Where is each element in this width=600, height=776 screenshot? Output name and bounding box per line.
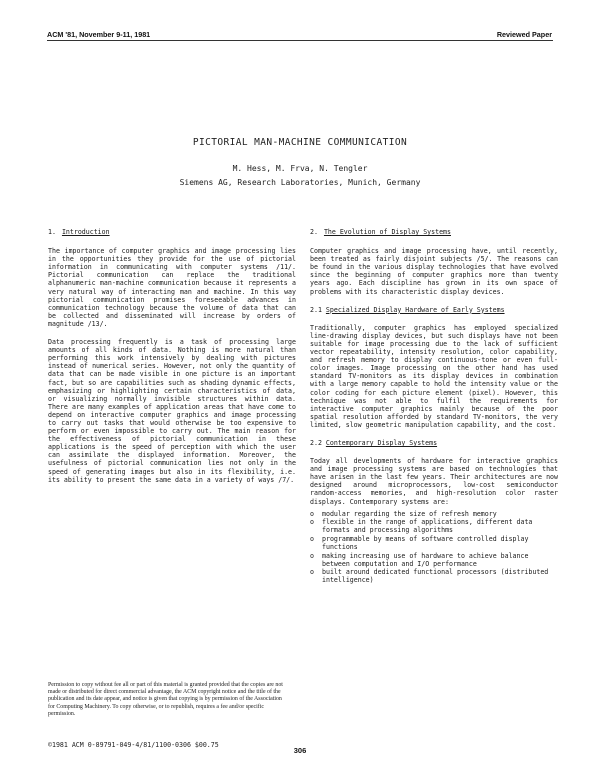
list-item: o programmable by means of software controlled display functions [310,535,558,551]
subsection-heading-2-2 [310,439,558,447]
subsection-title: Contemporary Display Systems [325,438,438,447]
section-heading-evolution [310,228,558,236]
paper-authors: M. Hess, M. Frva, N. Tengler [232,164,368,173]
right-column [310,228,558,585]
paper-title: PICTORIAL MAN-MACHINE COMMUNICATION [192,137,408,148]
system-properties-list [310,510,558,585]
evolution-paragraph: Computer graphics and image processing have, until recently, been treated as fairly disjoint subjects /5/. The reasons can be found in the various display technologies that have evolved since the beginning of computer graphics more than twenty years ago. Each discipline has grown in its own space of problems with its characteristic display devices. [310,247,558,296]
section-heading-introduction [48,228,296,236]
list-item: o built around dedicated functional processors (distributed intelligence) [310,568,558,584]
section-number: 2. [310,228,318,236]
early-systems-paragraph: Traditionally, computer graphics has employed specialized line-drawing display devices, but such displays have not been suitable for image processing due to the lack of sufficient vector repeatability, intensity resolution, color capability, and refresh memory to display continuous-tone or even full-color images. Image processing on the other hand has used standard TV-monitors as its display devices in combination with a large memory capable to hold the intensity value or the color coding for each picture element (pixel). However, this technique was not able to fulfil the requirements for interactive computer graphics mainly because of the poor spatial resolution afforded by standard TV-monitors, the very limited, slow geometric manipulation capability, and the cost. [310,323,558,429]
copyright-notice: Permission to copy without fee all or part of this material is granted provided that the copies are not made or distributed for direct commercial advantage, the ACM copyright notice and the title of the publication and its date appear, and notice is given that copying is by permission of the Association for Computing Machinery. To copy otherwise, or to republish, requires a fee and/or specific permission. [48,682,283,717]
conference-header: ACM '81, November 9-11, 1981 [47,30,151,39]
header-rule [47,40,553,41]
subsection-title: Specialized Display Hardware of Early Systems [325,305,505,314]
intro-paragraph-2: Data processing frequently is a task of processing large amounts of all kinds of data. Nothing is more natural than performing this work intensively by dealing with pictures instead of numerical series. However, not only the quantity of data that can be made visible in one picture is an important fact, but so are capabilities such as shading dynamic effects, emphasizing or highlighting certain characteristics of data, or visualizing normally invisible structures within data. There are many examples of application areas that have come to depend on interactive computer graphics and image processing to carry out tasks that would otherwise be too expensive to perform or even impossible to carry out. The main reason for the effectiveness of pictorial communication in these applications is the speed of perception with which the user can assimilate the displayed information. Moreover, the usefulness of pictorial communication lies not only in the speed of generating images but also in its flexibility, i.e. its ability to present the same data in a variety of ways /7/. [48,338,296,484]
review-status-header: Reviewed Paper [496,30,552,39]
subsection-number: 2.1 [310,305,322,314]
intro-paragraph-1: The importance of computer graphics and image processing lies in the opportunities they provide for the use of pictorial information in communicating with computer systems /11/. Pictorial communication can replace the traditional alphanumeric man-machine communication because it represents a very natural way of interacting man and machine. In this way pictorial communication promises foreseeable advances in communication technology because the volume of data that can be collected and disseminated will increase by orders of magnitude /13/. [48,247,296,328]
left-column [48,228,296,494]
list-item: o making increasing use of hardware to achieve balance between computation and I/O performance [310,552,558,568]
list-item: o flexible in the range of applications, different data formats and processing algorithms [310,518,558,534]
subsection-number: 2.2 [310,438,322,447]
subsection-heading-2-1 [310,306,558,314]
section-title: Introduction [61,228,110,236]
list-item: o modular regarding the size of refresh memory [310,510,558,518]
contemporary-systems-paragraph: Today all developments of hardware for interactive graphics and image processing systems are based on technologies that have arisen in the last few years. Their architectures are now designed around microprocessors, low-cost semiconductor random-access memories, and high-resolution color raster displays. Contemporary systems are: [310,457,558,506]
section-title: The Evolution of Display Systems [323,228,451,236]
author-affiliation: Siemens AG, Research Laboratories, Munich, Germany [179,178,421,187]
publication-info: ©1981 ACM 0-89791-049-4/81/1100-0306 $00.75 [48,741,219,749]
page-number: 306 [293,746,307,755]
section-number: 1. [48,228,56,236]
